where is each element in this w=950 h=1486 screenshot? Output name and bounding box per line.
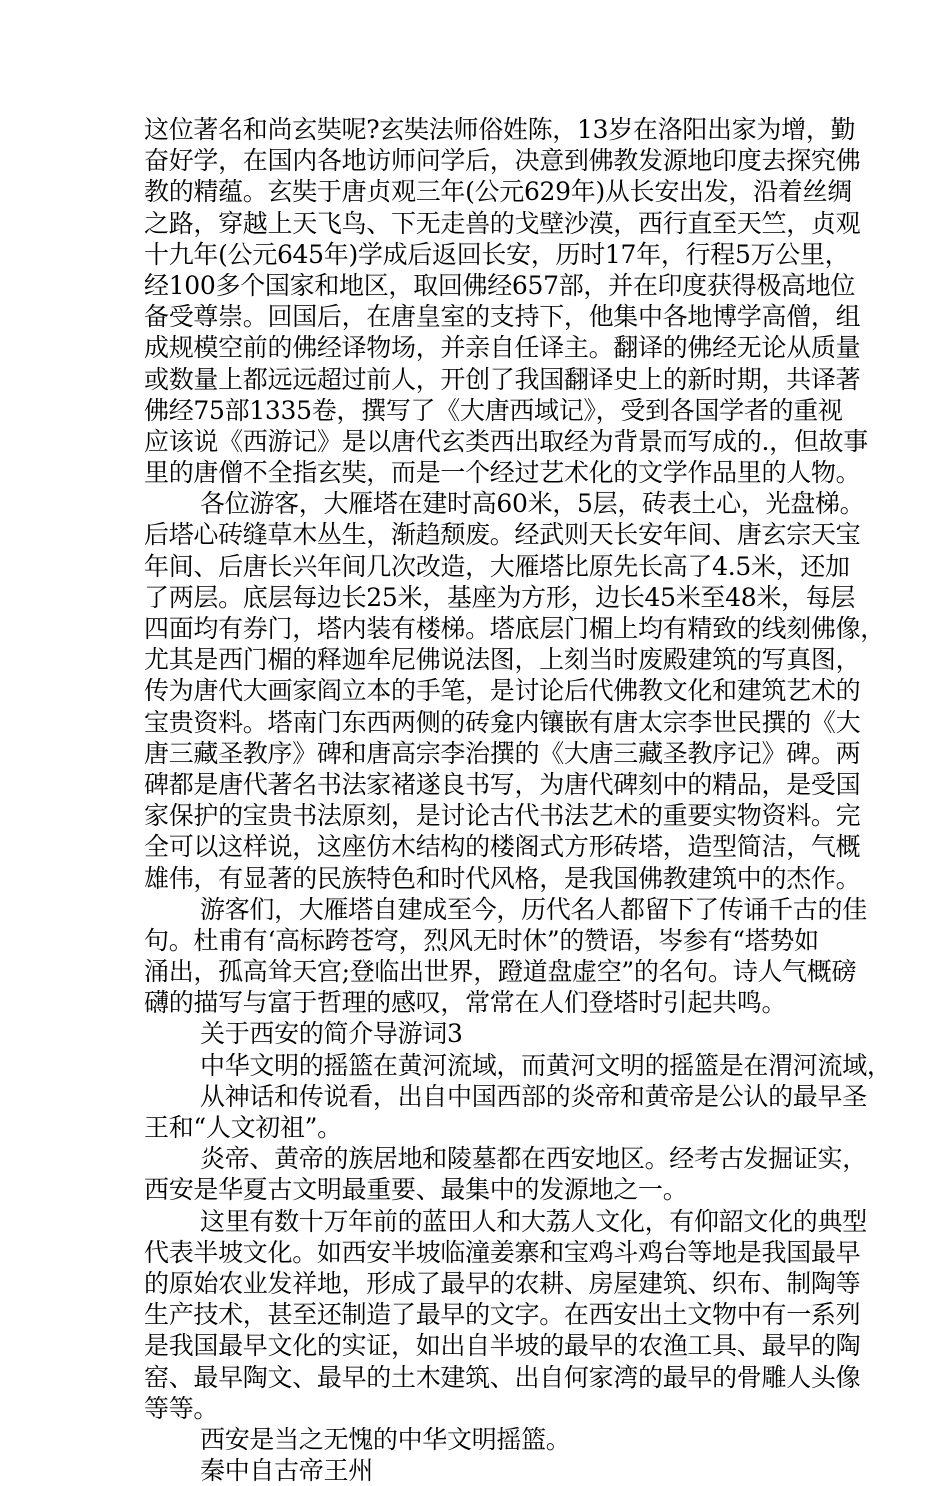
text-line: 十九年(公元645年)学成后返回长安，历时17年，行程5万公里，	[144, 239, 850, 269]
text-line: 中华文明的摇篮在黄河流域，而黄河文明的摇篮是在渭河流域，	[200, 1050, 892, 1080]
text-line: 等等。	[144, 1393, 219, 1423]
text-line: 礴的描写与富于哲理的感叹，常常在人们登塔时引起共鸣。	[144, 988, 787, 1018]
text-line: 应该说《西游记》是以唐代玄类西出取经为背景而写成的.，但故事	[144, 426, 868, 456]
text-line: 里的唐僧不全指玄奘，而是一个经过艺术化的文学作品里的人物。	[144, 458, 861, 488]
text-line: 之路，穿越上天飞鸟、下无走兽的戈壁沙漠，西行直至天竺，贞观	[144, 208, 861, 238]
text-line: 奋好学，在国内各地访师问学后，决意到佛教发源地印度去探究佛	[144, 146, 861, 176]
text-line: 窑、最早陶文、最早的土木建筑、出自何家湾的最早的骨雕人头像	[144, 1362, 861, 1392]
text-line: 的原始农业发祥地，形成了最早的农耕、房屋建筑、织布、制陶等	[144, 1268, 861, 1298]
text-line: 游客们，大雁塔自建成至今，历代名人都留下了传诵千古的佳	[200, 894, 867, 924]
text-line: 宝贵资料。塔南门东西两侧的砖龛内镶嵌有唐太宗李世民撰的《大	[144, 707, 861, 737]
text-line: 或数量上都远远超过前人，开创了我国翻译史上的新时期，共译著	[144, 364, 861, 394]
text-line: 涌出，孤高耸天宫;登临出世界，蹬道盘虚空”的名句。诗人气概磅	[144, 957, 857, 987]
text-line: 四面均有券门，塔内装有楼梯。塔底层门楣上均有精致的线刻佛像，	[144, 614, 886, 643]
text-line: 唐三藏圣教序》碑和唐高宗李治撰的《大唐三藏圣教序记》碑。两	[144, 738, 861, 768]
text-line: 各位游客，大雁塔在建时高60米，5层，砖表土心，光盘梯。	[200, 489, 865, 519]
text-line: 生产技术，甚至还制造了最早的文字。在西安出土文物中有一系列	[144, 1300, 861, 1330]
text-line: 这里有数十万年前的蓝田人和大荔人文化，有仰韶文化的典型	[200, 1206, 867, 1236]
text-line: 年间、后唐长兴年间几次改造，大雁塔比原先长高了4.5米，还加	[144, 551, 850, 581]
text-line: 佛经75部1335卷，撰写了《大唐西域记》，受到各国学者的重视	[144, 395, 843, 425]
text-line: 王和“人文初祖”。	[144, 1113, 342, 1142]
text-line: 代表半坡文化。如西安半坡临潼姜寨和宝鸡斗鸡台等地是我国最早	[144, 1237, 861, 1267]
text-line: 传为唐代大画家阎立本的手笔，是讨论后代佛教文化和建筑艺术的	[144, 676, 861, 706]
text-line: 备受尊崇。回国后，在唐皇室的支持下，他集中各地博学高僧，组	[144, 302, 861, 332]
text-line: 从神话和传说看，出自中国西部的炎帝和黄帝是公认的最早圣	[200, 1081, 867, 1111]
text-line: 炎帝、黄帝的族居地和陵墓都在西安地区。经考古发掘证实，	[200, 1144, 867, 1174]
text-line: 成规模空前的佛经译物场，并亲自任译主。翻译的佛经无论从质量	[144, 333, 861, 363]
text-line: 尤其是西门楣的释迦牟尼佛说法图，上刻当时废殿建筑的写真图，	[144, 645, 861, 675]
text-line: 碑都是唐代著名书法家褚遂良书写，为唐代碑刻中的精品，是受国	[144, 769, 861, 799]
text-line: 是我国最早文化的实证，如出自半坡的最早的农渔工具、最早的陶	[144, 1331, 861, 1361]
text-line: 教的精蕴。玄奘于唐贞观三年(公元629年)从长安出发，沿着丝绸	[144, 177, 852, 207]
text-line: 这位著名和尚玄奘呢?玄奘法师俗姓陈，13岁在洛阳出家为增，勤	[144, 115, 856, 144]
text-line: 句。杜甫有‘高标跨苍穹，烈风无时休”的赞语，岑参有“塔势如	[144, 925, 819, 955]
text-line: 雄伟，有显著的民族特色和时代风格，是我国佛教建筑中的杰作。	[144, 863, 861, 893]
text-line: 经100多个国家和地区，取回佛经657部，并在印度获得极高地位	[144, 270, 856, 300]
text-line: 西安是华夏古文明最重要、最集中的发源地之一。	[144, 1175, 688, 1205]
text-line: 了两层。底层每边长25米，基座为方形，边长45米至48米，每层	[144, 582, 856, 612]
text-line: 家保护的宝贵书法原刻，是讨论古代书法艺术的重要实物资料。完	[144, 801, 861, 831]
document-page	[144, 114, 892, 1486]
text-line: 西安是当之无愧的中华文明摇篮。	[200, 1424, 571, 1454]
text-line: 全可以这样说，这座仿木结构的楼阁式方形砖塔，造型简洁，气概	[144, 832, 861, 862]
text-line: 后塔心砖缝草木丛生，渐趋颓废。经武则天长安年间、唐玄宗天宝	[144, 520, 861, 550]
text-line: 关于西安的简介导游词3	[200, 1019, 463, 1049]
text-line: 秦中自古帝王州	[200, 1456, 373, 1486]
